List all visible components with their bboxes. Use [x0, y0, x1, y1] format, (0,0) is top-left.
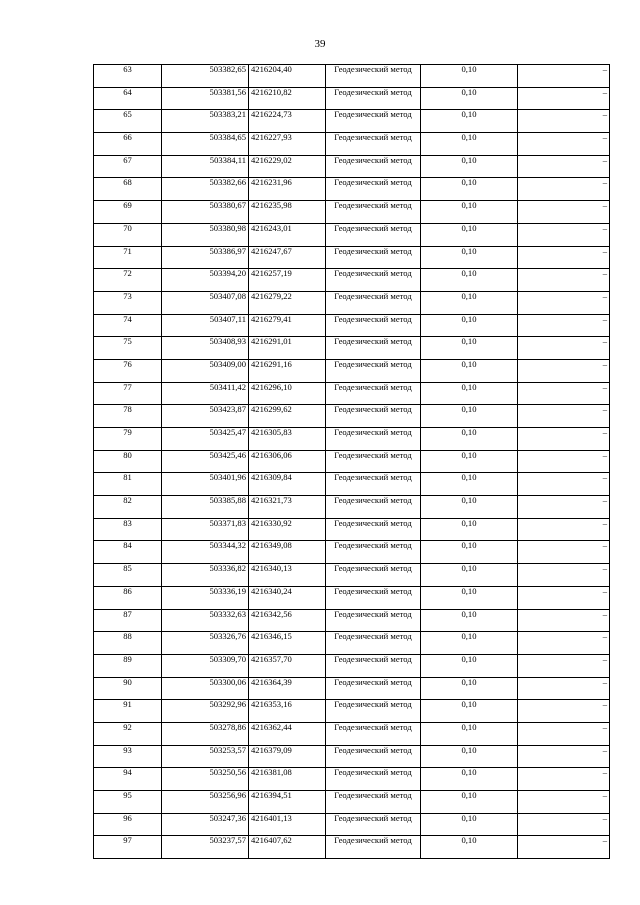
note-cell: – [518, 405, 610, 428]
point-number-cell: 95 [94, 791, 162, 814]
y-coordinate-cell: 4216299,62 [249, 405, 326, 428]
y-coordinate-cell: 4216342,56 [249, 609, 326, 632]
y-coordinate-cell: 4216243,01 [249, 223, 326, 246]
method-cell: Геодезический метод [326, 337, 421, 360]
y-coordinate-cell: 4216394,51 [249, 791, 326, 814]
x-coordinate-cell: 503425,46 [162, 450, 249, 473]
point-number-cell: 67 [94, 155, 162, 178]
y-coordinate-cell: 4216305,83 [249, 428, 326, 451]
x-coordinate-cell: 503380,67 [162, 201, 249, 224]
table-row [94, 632, 610, 655]
y-coordinate-cell: 4216279,22 [249, 291, 326, 314]
x-coordinate-cell: 503425,47 [162, 428, 249, 451]
note-cell: – [518, 541, 610, 564]
table-row [94, 496, 610, 519]
y-coordinate-cell: 4216340,24 [249, 586, 326, 609]
table-row [94, 269, 610, 292]
note-cell: – [518, 246, 610, 269]
note-cell: – [518, 700, 610, 723]
point-number-cell: 64 [94, 87, 162, 110]
note-cell: – [518, 110, 610, 133]
y-coordinate-cell: 4216235,98 [249, 201, 326, 224]
note-cell: – [518, 768, 610, 791]
method-cell: Геодезический метод [326, 836, 421, 859]
x-coordinate-cell: 503409,00 [162, 359, 249, 382]
point-number-cell: 66 [94, 133, 162, 156]
point-number-cell: 86 [94, 586, 162, 609]
method-cell: Геодезический метод [326, 428, 421, 451]
y-coordinate-cell: 4216357,70 [249, 654, 326, 677]
note-cell: – [518, 65, 610, 88]
accuracy-cell: 0,10 [421, 632, 518, 655]
x-coordinate-cell: 503332,63 [162, 609, 249, 632]
table-row [94, 405, 610, 428]
accuracy-cell: 0,10 [421, 677, 518, 700]
note-cell: – [518, 87, 610, 110]
table-row [94, 246, 610, 269]
table-row [94, 722, 610, 745]
table-row [94, 791, 610, 814]
x-coordinate-cell: 503411,42 [162, 382, 249, 405]
x-coordinate-cell: 503336,19 [162, 586, 249, 609]
table-row [94, 654, 610, 677]
method-cell: Геодезический метод [326, 155, 421, 178]
x-coordinate-cell: 503247,36 [162, 813, 249, 836]
y-coordinate-cell: 4216364,39 [249, 677, 326, 700]
y-coordinate-cell: 4216291,01 [249, 337, 326, 360]
note-cell: – [518, 609, 610, 632]
y-coordinate-cell: 4216306,06 [249, 450, 326, 473]
point-number-cell: 85 [94, 564, 162, 587]
method-cell: Геодезический метод [326, 586, 421, 609]
note-cell: – [518, 155, 610, 178]
table-row [94, 518, 610, 541]
x-coordinate-cell: 503386,97 [162, 246, 249, 269]
point-number-cell: 93 [94, 745, 162, 768]
method-cell: Геодезический метод [326, 496, 421, 519]
method-cell: Геодезический метод [326, 269, 421, 292]
note-cell: – [518, 654, 610, 677]
accuracy-cell: 0,10 [421, 586, 518, 609]
accuracy-cell: 0,10 [421, 518, 518, 541]
method-cell: Геодезический метод [326, 609, 421, 632]
method-cell: Геодезический метод [326, 722, 421, 745]
method-cell: Геодезический метод [326, 223, 421, 246]
y-coordinate-cell: 4216407,62 [249, 836, 326, 859]
method-cell: Геодезический метод [326, 405, 421, 428]
accuracy-cell: 0,10 [421, 337, 518, 360]
method-cell: Геодезический метод [326, 382, 421, 405]
accuracy-cell: 0,10 [421, 450, 518, 473]
table-row [94, 155, 610, 178]
note-cell: – [518, 269, 610, 292]
method-cell: Геодезический метод [326, 246, 421, 269]
accuracy-cell: 0,10 [421, 246, 518, 269]
point-number-cell: 91 [94, 700, 162, 723]
note-cell: – [518, 518, 610, 541]
y-coordinate-cell: 4216227,93 [249, 133, 326, 156]
y-coordinate-cell: 4216349,08 [249, 541, 326, 564]
x-coordinate-cell: 503326,76 [162, 632, 249, 655]
accuracy-cell: 0,10 [421, 768, 518, 791]
note-cell: – [518, 722, 610, 745]
x-coordinate-cell: 503385,88 [162, 496, 249, 519]
point-number-cell: 88 [94, 632, 162, 655]
y-coordinate-cell: 4216401,13 [249, 813, 326, 836]
y-coordinate-cell: 4216309,84 [249, 473, 326, 496]
accuracy-cell: 0,10 [421, 700, 518, 723]
x-coordinate-cell: 503423,87 [162, 405, 249, 428]
point-number-cell: 71 [94, 246, 162, 269]
table-row [94, 813, 610, 836]
note-cell: – [518, 496, 610, 519]
table-row [94, 178, 610, 201]
accuracy-cell: 0,10 [421, 791, 518, 814]
accuracy-cell: 0,10 [421, 654, 518, 677]
x-coordinate-cell: 503407,08 [162, 291, 249, 314]
accuracy-cell: 0,10 [421, 178, 518, 201]
note-cell: – [518, 314, 610, 337]
method-cell: Геодезический метод [326, 677, 421, 700]
point-number-cell: 73 [94, 291, 162, 314]
method-cell: Геодезический метод [326, 359, 421, 382]
accuracy-cell: 0,10 [421, 405, 518, 428]
point-number-cell: 81 [94, 473, 162, 496]
method-cell: Геодезический метод [326, 450, 421, 473]
note-cell: – [518, 791, 610, 814]
point-number-cell: 74 [94, 314, 162, 337]
coordinates-table [93, 64, 610, 859]
point-number-cell: 78 [94, 405, 162, 428]
x-coordinate-cell: 503382,65 [162, 65, 249, 88]
y-coordinate-cell: 4216224,73 [249, 110, 326, 133]
note-cell: – [518, 201, 610, 224]
table-row [94, 700, 610, 723]
y-coordinate-cell: 4216247,67 [249, 246, 326, 269]
note-cell: – [518, 359, 610, 382]
note-cell: – [518, 677, 610, 700]
x-coordinate-cell: 503383,21 [162, 110, 249, 133]
accuracy-cell: 0,10 [421, 382, 518, 405]
method-cell: Геодезический метод [326, 518, 421, 541]
x-coordinate-cell: 503381,56 [162, 87, 249, 110]
method-cell: Геодезический метод [326, 291, 421, 314]
accuracy-cell: 0,10 [421, 722, 518, 745]
x-coordinate-cell: 503292,96 [162, 700, 249, 723]
method-cell: Геодезический метод [326, 654, 421, 677]
y-coordinate-cell: 4216229,02 [249, 155, 326, 178]
y-coordinate-cell: 4216340,13 [249, 564, 326, 587]
x-coordinate-cell: 503253,57 [162, 745, 249, 768]
x-coordinate-cell: 503408,93 [162, 337, 249, 360]
point-number-cell: 83 [94, 518, 162, 541]
table-row [94, 382, 610, 405]
point-number-cell: 92 [94, 722, 162, 745]
method-cell: Геодезический метод [326, 632, 421, 655]
x-coordinate-cell: 503256,96 [162, 791, 249, 814]
accuracy-cell: 0,10 [421, 269, 518, 292]
point-number-cell: 97 [94, 836, 162, 859]
method-cell: Геодезический метод [326, 791, 421, 814]
accuracy-cell: 0,10 [421, 65, 518, 88]
y-coordinate-cell: 4216279,41 [249, 314, 326, 337]
point-number-cell: 75 [94, 337, 162, 360]
point-number-cell: 65 [94, 110, 162, 133]
method-cell: Геодезический метод [326, 87, 421, 110]
table-row [94, 110, 610, 133]
table-row [94, 314, 610, 337]
y-coordinate-cell: 4216353,16 [249, 700, 326, 723]
y-coordinate-cell: 4216330,92 [249, 518, 326, 541]
x-coordinate-cell: 503384,11 [162, 155, 249, 178]
method-cell: Геодезический метод [326, 745, 421, 768]
method-cell: Геодезический метод [326, 813, 421, 836]
note-cell: – [518, 813, 610, 836]
table-row [94, 745, 610, 768]
point-number-cell: 89 [94, 654, 162, 677]
y-coordinate-cell: 4216321,73 [249, 496, 326, 519]
table-row [94, 586, 610, 609]
x-coordinate-cell: 503384,65 [162, 133, 249, 156]
accuracy-cell: 0,10 [421, 428, 518, 451]
table-row [94, 65, 610, 88]
point-number-cell: 87 [94, 609, 162, 632]
y-coordinate-cell: 4216381,08 [249, 768, 326, 791]
accuracy-cell: 0,10 [421, 473, 518, 496]
point-number-cell: 68 [94, 178, 162, 201]
table-row [94, 564, 610, 587]
y-coordinate-cell: 4216204,40 [249, 65, 326, 88]
note-cell: – [518, 178, 610, 201]
table-row [94, 87, 610, 110]
x-coordinate-cell: 503380,98 [162, 223, 249, 246]
note-cell: – [518, 382, 610, 405]
method-cell: Геодезический метод [326, 564, 421, 587]
x-coordinate-cell: 503407,11 [162, 314, 249, 337]
table-row [94, 133, 610, 156]
point-number-cell: 77 [94, 382, 162, 405]
method-cell: Геодезический метод [326, 768, 421, 791]
method-cell: Геодезический метод [326, 700, 421, 723]
x-coordinate-cell: 503394,20 [162, 269, 249, 292]
y-coordinate-cell: 4216257,19 [249, 269, 326, 292]
note-cell: – [518, 632, 610, 655]
accuracy-cell: 0,10 [421, 291, 518, 314]
x-coordinate-cell: 503344,32 [162, 541, 249, 564]
point-number-cell: 69 [94, 201, 162, 224]
table-row [94, 428, 610, 451]
x-coordinate-cell: 503382,66 [162, 178, 249, 201]
table-row [94, 223, 610, 246]
x-coordinate-cell: 503278,86 [162, 722, 249, 745]
x-coordinate-cell: 503250,56 [162, 768, 249, 791]
page-number: 39 [314, 38, 326, 50]
note-cell: – [518, 337, 610, 360]
accuracy-cell: 0,10 [421, 133, 518, 156]
note-cell: – [518, 586, 610, 609]
x-coordinate-cell: 503300,06 [162, 677, 249, 700]
table-row [94, 677, 610, 700]
table-row [94, 291, 610, 314]
table-row [94, 337, 610, 360]
method-cell: Геодезический метод [326, 65, 421, 88]
y-coordinate-cell: 4216379,09 [249, 745, 326, 768]
accuracy-cell: 0,10 [421, 201, 518, 224]
accuracy-cell: 0,10 [421, 813, 518, 836]
method-cell: Геодезический метод [326, 314, 421, 337]
note-cell: – [518, 564, 610, 587]
y-coordinate-cell: 4216346,15 [249, 632, 326, 655]
accuracy-cell: 0,10 [421, 564, 518, 587]
y-coordinate-cell: 4216362,44 [249, 722, 326, 745]
accuracy-cell: 0,10 [421, 110, 518, 133]
point-number-cell: 94 [94, 768, 162, 791]
accuracy-cell: 0,10 [421, 541, 518, 564]
accuracy-cell: 0,10 [421, 496, 518, 519]
point-number-cell: 84 [94, 541, 162, 564]
accuracy-cell: 0,10 [421, 314, 518, 337]
note-cell: – [518, 836, 610, 859]
accuracy-cell: 0,10 [421, 223, 518, 246]
note-cell: – [518, 133, 610, 156]
accuracy-cell: 0,10 [421, 359, 518, 382]
table-row [94, 836, 610, 859]
coordinates-table-body [94, 65, 610, 859]
point-number-cell: 90 [94, 677, 162, 700]
point-number-cell: 82 [94, 496, 162, 519]
table-row [94, 450, 610, 473]
table-row [94, 201, 610, 224]
x-coordinate-cell: 503237,57 [162, 836, 249, 859]
note-cell: – [518, 223, 610, 246]
point-number-cell: 96 [94, 813, 162, 836]
point-number-cell: 63 [94, 65, 162, 88]
note-cell: – [518, 428, 610, 451]
accuracy-cell: 0,10 [421, 745, 518, 768]
point-number-cell: 70 [94, 223, 162, 246]
note-cell: – [518, 745, 610, 768]
note-cell: – [518, 473, 610, 496]
table-row [94, 541, 610, 564]
table-row [94, 359, 610, 382]
x-coordinate-cell: 503309,70 [162, 654, 249, 677]
x-coordinate-cell: 503336,82 [162, 564, 249, 587]
point-number-cell: 79 [94, 428, 162, 451]
accuracy-cell: 0,10 [421, 609, 518, 632]
method-cell: Геодезический метод [326, 133, 421, 156]
table-row [94, 473, 610, 496]
point-number-cell: 76 [94, 359, 162, 382]
note-cell: – [518, 291, 610, 314]
y-coordinate-cell: 4216231,96 [249, 178, 326, 201]
method-cell: Геодезический метод [326, 541, 421, 564]
accuracy-cell: 0,10 [421, 155, 518, 178]
y-coordinate-cell: 4216210,82 [249, 87, 326, 110]
x-coordinate-cell: 503371,83 [162, 518, 249, 541]
table-row [94, 768, 610, 791]
y-coordinate-cell: 4216291,16 [249, 359, 326, 382]
point-number-cell: 72 [94, 269, 162, 292]
point-number-cell: 80 [94, 450, 162, 473]
method-cell: Геодезический метод [326, 178, 421, 201]
y-coordinate-cell: 4216296,10 [249, 382, 326, 405]
method-cell: Геодезический метод [326, 110, 421, 133]
method-cell: Геодезический метод [326, 201, 421, 224]
note-cell: – [518, 450, 610, 473]
method-cell: Геодезический метод [326, 473, 421, 496]
table-row [94, 609, 610, 632]
x-coordinate-cell: 503401,96 [162, 473, 249, 496]
accuracy-cell: 0,10 [421, 87, 518, 110]
accuracy-cell: 0,10 [421, 836, 518, 859]
